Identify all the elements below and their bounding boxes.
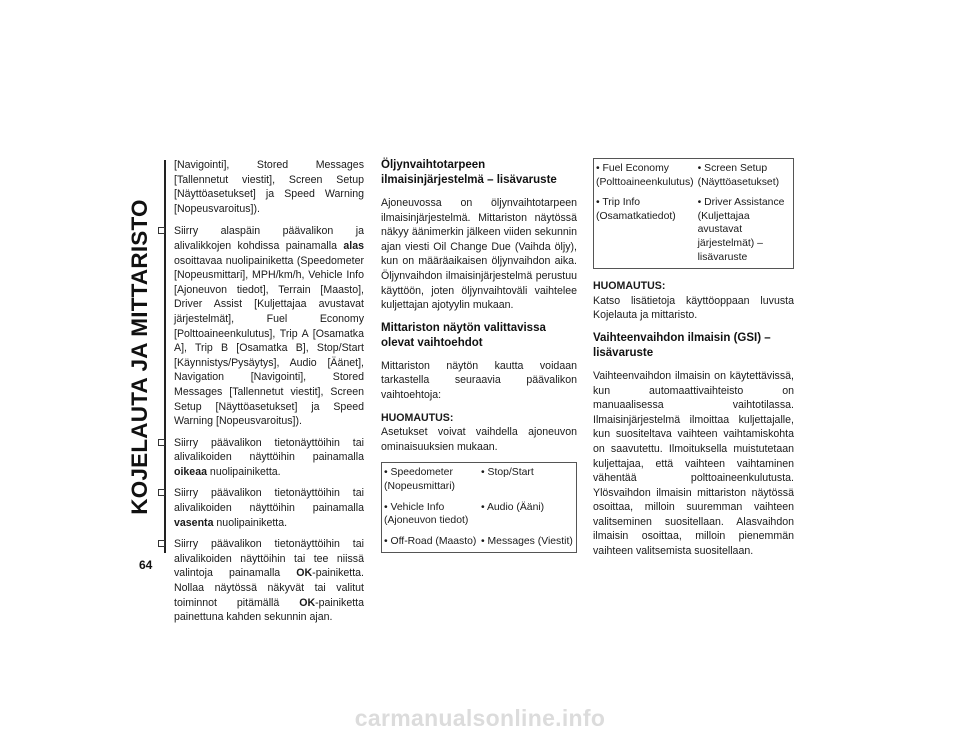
bullet-text: Siirry päävalikon tietonäyttöihin tai alivalikoiden näyttöihin tai tee niissä valintoja painamalla OK-painiketta. Nollaa näytössä näkyvät tai valitut toiminnot pitämällä OK-painiketta painettuna kahden sekunnin ajan. (174, 538, 364, 624)
bullet-square-icon (158, 537, 174, 625)
table-cell: • Vehicle Info (Ajoneuvon tiedot) (384, 501, 469, 527)
table-cell: • Speedometer (Nopeusmittari) (384, 467, 456, 492)
bullet-text: Siirry päävalikon tietonäyttöihin tai alivalikoiden näyttöihin painamalla oikeaa nuolipainiketta. (174, 436, 364, 478)
note-label: HUOMAUTUS: (381, 411, 454, 424)
table-cell: • Audio (Ääni) (481, 501, 545, 513)
side-title-text: KOJELAUTA JA MITTARISTO (127, 199, 152, 515)
bullet-square-icon (158, 436, 174, 480)
table-row (382, 498, 577, 532)
table-cell: • Driver Assistance (Kuljettajaa avustavat järjestelmät) – lisävaruste (697, 197, 785, 263)
list-item (158, 486, 364, 530)
table-cell: • Stop/Start (481, 467, 534, 479)
key-label: vasenta (174, 516, 214, 529)
bullet-text: Siirry alaspäin päävalikon ja alivalikkojen kohdissa painamalla alas osoittavaa nuolipainiketta (Speedometer [Nopeusmittari], MPH/km/h, Vehicle Info [Ajoneuvon tiedot], Terrain [Maasto], Driver Assist [Kuljettajaa avustavat järjestelmät], Fuel Economy [Polttoaineenkulutus], Trip A [Osamatka A], Trip B [Osamatka B], Stop/Start [Käynnistys/Pysäytys], Audio [Äänet], Navigation [Navigointi], Stored Messages [Tallennetut viestit], Screen Setup [Näyttöasetukset] ja Speed Warning [Nopeusvaroitus]). (174, 225, 364, 428)
paragraph: Mittariston näytön kautta voidaan tarkastella seuraavia päävalikon vaihtoehtoja: (381, 359, 577, 401)
table-cell: • Messages (Viestit) (481, 535, 573, 547)
column-2 (381, 158, 577, 563)
list-item (158, 224, 364, 428)
table-row (594, 193, 794, 268)
paragraph: Vaihteenvaihdon ilmaisin on käytettävissä, kun automaattivaihteisto on manuaalisessa vaihtotilassa. Ilmaisinjärjestelmä ilmoittaa kuljettajalle, kun suositeltava vaihteen vaihtamiskohta on saavutettu. Ilmoituksella muistutetaan kuljettajaa, että vaihteen vaihtaminen vähentää polttoaineenkulutusta. Ylösvaihdon ilmaisin mittariston näytössä osoittaa, milloin suuremman vaihteen valitseminen suositellaan. Alasvaihdon ilmaisin osoittaa, milloin pienemmän vaihteen valitsemista suositellaan. (593, 369, 794, 558)
key-label: OK (296, 567, 313, 580)
section-heading: Öljynvaihtotarpeen ilmaisinjärjestelmä – lisävaruste (381, 159, 557, 186)
key-label: oikeaa (174, 465, 207, 478)
table-cell: • Off-Road (Maasto) (384, 535, 477, 547)
list-item (158, 537, 364, 625)
table-row (382, 532, 577, 553)
key-label: alas (343, 239, 364, 252)
options-table (381, 462, 577, 553)
bullet-square-icon (158, 224, 174, 428)
column-1 (158, 158, 364, 632)
column-3 (593, 158, 794, 567)
table-row (382, 463, 577, 498)
paragraph: Ajoneuvossa on öljynvaihtotarpeen ilmaisinjärjestelmä. Mittariston näytössä näkyy äänimerkin jälkeen viiden sekunnin ajan viesti Oil Change Due (Vaihda öljy), kun on määräaikaisen öljynvaihdon aika. Öljynvaihdon ilmaisinjärjestelmä perustuu käyttöön, joten öljynvaihtoväli vaihtelee kuljettajan ajotyylin mukaan. (381, 197, 577, 312)
key-label: OK (299, 596, 316, 609)
note-text: Katso lisätietoja käyttöoppaan luvusta Kojelauta ja mittaristo. (593, 294, 794, 322)
table-row (594, 159, 794, 194)
section-side-title (118, 172, 162, 542)
note-label: HUOMAUTUS: (593, 280, 666, 293)
section-heading: Vaihteenvaihdon ilmaisin (GSI) – lisävaruste (593, 331, 771, 359)
table-cell: • Trip Info (Osamatkatiedot) (596, 197, 676, 222)
bullet-text: Siirry päävalikon tietonäyttöihin tai alivalikoiden näyttöihin painamalla vasenta nuolipainiketta. (174, 487, 364, 529)
section-heading: Mittariston näytön valittavissa olevat vaihtoehdot (381, 321, 546, 349)
continued-paragraph: [Navigointi], Stored Messages [Tallennetut viestit], Screen Setup [Näyttöasetukset] ja Speed Warning [Nopeusvaroitus]). (174, 159, 364, 215)
watermark-footer: carmanualsonline.info (354, 705, 606, 731)
list-item (158, 436, 364, 480)
options-table-continued (593, 158, 794, 269)
bullet-square-icon (158, 486, 174, 530)
page-number: 64 (139, 558, 153, 572)
table-cell: • Fuel Economy (Polttoaineenkulutus) (596, 163, 694, 188)
table-cell: • Screen Setup (Näyttöasetukset) (697, 163, 780, 188)
note-text: Asetukset voivat vaihdella ajoneuvon ominaisuuksien mukaan. (381, 426, 577, 453)
